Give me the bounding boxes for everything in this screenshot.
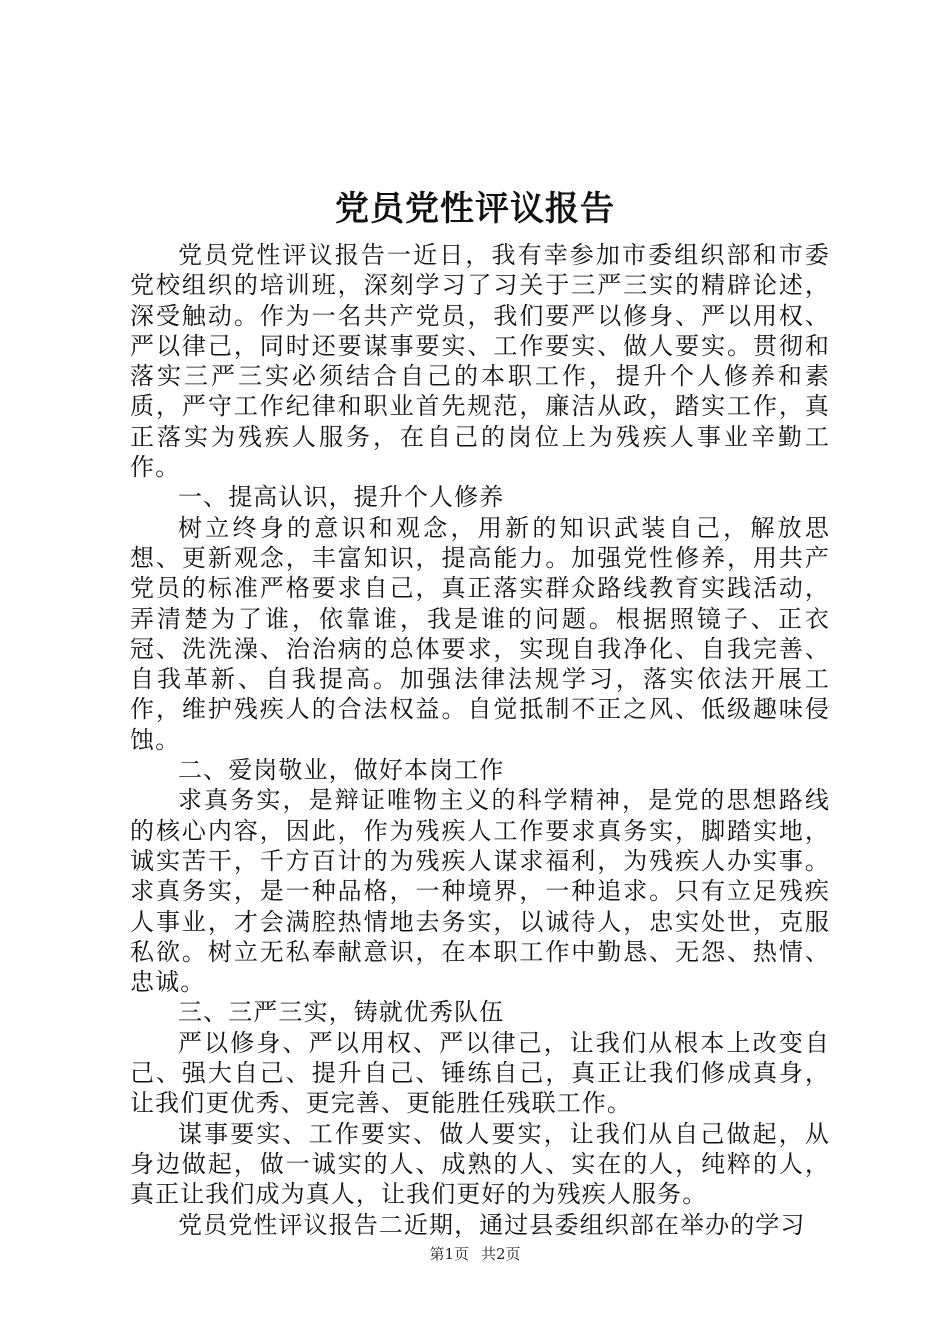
paragraph-section-1: 树立终身的意识和观念，用新的知识武装自己，解放思想、更新观念，丰富知识，提高能力。加强党性修养，用共产党员的标准严格要求自己，真正落实群众路线教育实践活动，弄清楚为了谁，依靠谁，我是谁的问题。根据照镜子、正衣冠、洗洗澡、治治病的总体要求，实现自我净化、自我完善、自我革新、自我提高。加强法律法规学习，落实依法开展工作，维护残疾人的合法权益。自觉抵制不正之风、低级趣味侵蚀。 xyxy=(130,513,830,754)
document-body xyxy=(130,240,830,1240)
paragraph-section-3b: 谋事要实、工作要实、做人要实，让我们从自己做起，从身边做起，做一诚实的人、成熟的人、实在的人，纯粹的人，真正让我们成为真人，让我们更好的为残疾人服务。 xyxy=(130,1119,830,1209)
page-number-current: 第1页 xyxy=(429,1245,469,1263)
page-number-total: 共2页 xyxy=(481,1245,521,1263)
section-heading-1: 一、提高认识，提升个人修养 xyxy=(178,483,505,512)
page-footer xyxy=(0,1244,950,1264)
document-title: 党员党性评议报告 xyxy=(335,189,615,229)
paragraph-intro: 党员党性评议报告一近日，我有幸参加市委组织部和市委党校组织的培训班，深刻学习了习关于三严三实的精辟论述，深受触动。作为一名共产党员，我们要严以修身、严以用权、严以律己，同时还要谋事要实、工作要实、做人要实。贯彻和落实三严三实必须结合自己的本职工作，提升个人修养和素质，严守工作纪律和职业首先规范，廉洁从政，踏实工作，真正落实为残疾人服务，在自己的岗位上为残疾人事业辛勤工作。 xyxy=(130,241,830,482)
section-heading-3: 三、三严三实，铸就优秀队伍 xyxy=(178,998,505,1027)
paragraph-report-2-start: 党员党性评议报告二近期，通过县委组织部在举办的学习 xyxy=(178,1210,806,1239)
section-heading-2: 二、爱岗敬业，做好本岗工作 xyxy=(178,756,505,785)
paragraph-section-3a: 严以修身、严以用权、严以律己，让我们从根本上改变自己、强大自己、提升自己、锤练自己，真正让我们修成真身，让我们更优秀、更完善、更能胜任残联工作。 xyxy=(130,1028,830,1118)
paragraph-section-2: 求真务实，是辩证唯物主义的科学精神，是党的思想路线的核心内容，因此，作为残疾人工作要求真务实，脚踏实地，诚实苦干，千方百计的为残疾人谋求福利，为残疾人办实事。求真务实，是一种品格，一种境界，一种追求。只有立足残疾人事业，才会满腔热情地去务实，以诚待人，忠实处世，克服私欲。树立无私奉献意识，在本职工作中勤恳、无怨、热情、忠诚。 xyxy=(130,786,830,997)
